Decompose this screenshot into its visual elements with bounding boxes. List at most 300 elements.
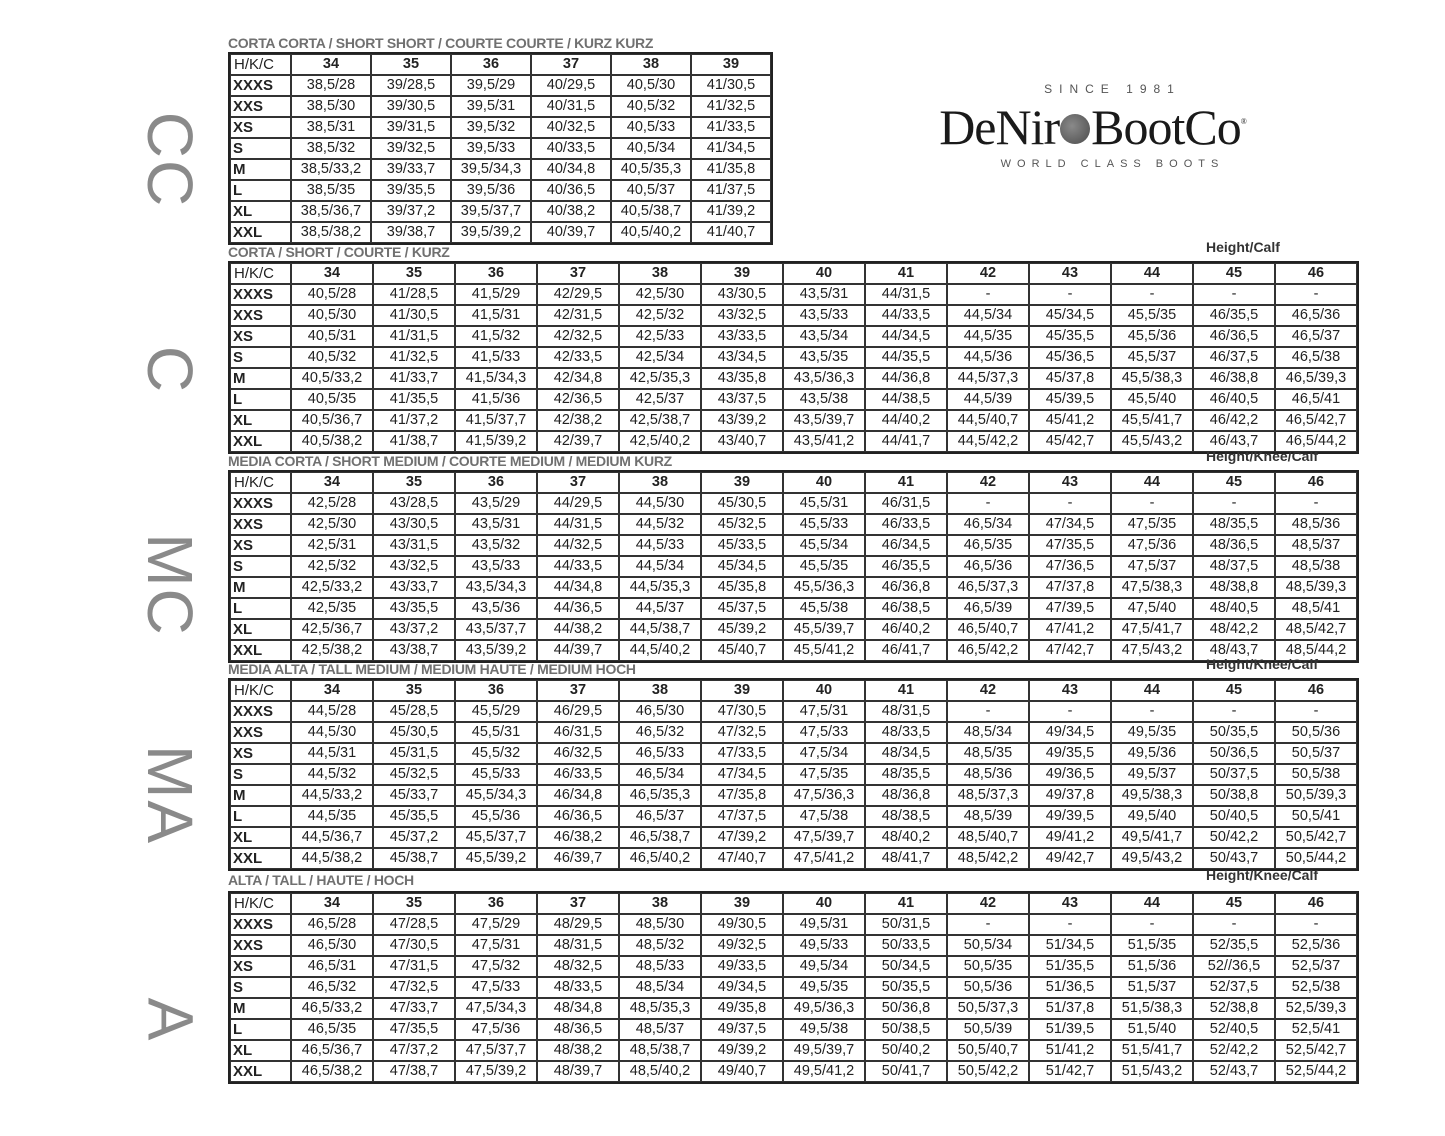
table-row bbox=[230, 514, 1357, 535]
table-cell: - bbox=[947, 701, 1029, 722]
table-cell: 44,5/37,3 bbox=[947, 368, 1029, 389]
table-cell: 43/40,7 bbox=[701, 431, 783, 452]
table-cell: 49,5/36 bbox=[1111, 743, 1193, 764]
table-cell: 41/34,5 bbox=[691, 138, 771, 159]
table-cell: 42,5/34 bbox=[619, 347, 701, 368]
table-cell: 45/38,7 bbox=[373, 848, 455, 869]
table-cell: 39,5/39,2 bbox=[451, 222, 531, 243]
table-cell: 47,5/32 bbox=[455, 956, 537, 977]
table-row bbox=[230, 785, 1357, 806]
side-label-text: CC bbox=[134, 111, 206, 209]
table-cell: 46,5/44,2 bbox=[1275, 431, 1357, 452]
table-cell: 47,5/35 bbox=[783, 764, 865, 785]
row-label: L bbox=[230, 180, 291, 201]
table-cell: 49/36,5 bbox=[1029, 764, 1111, 785]
table-cell: 45/39,5 bbox=[1029, 389, 1111, 410]
table-cell: 51,5/38,3 bbox=[1111, 998, 1193, 1019]
table-cell: 42/32,5 bbox=[537, 326, 619, 347]
column-header-size: 38 bbox=[611, 54, 691, 75]
table-cell: 44/31,5 bbox=[865, 284, 947, 305]
table-cell: 46,5/39,3 bbox=[1275, 368, 1357, 389]
table-cell: 48/33,5 bbox=[537, 977, 619, 998]
table-cell: 46,5/38 bbox=[1275, 347, 1357, 368]
table-cell: 48/42,2 bbox=[1193, 619, 1275, 640]
row-label: M bbox=[230, 159, 291, 180]
table-row bbox=[230, 347, 1357, 368]
table-cell: 52/43,7 bbox=[1193, 1061, 1275, 1082]
table-cell: 45/35,5 bbox=[1029, 326, 1111, 347]
table-cell: 49,5/31 bbox=[783, 914, 865, 935]
table-cell: 42/33,5 bbox=[537, 347, 619, 368]
table-cell: 47,5/38 bbox=[783, 806, 865, 827]
table-cell: 46/33,5 bbox=[537, 764, 619, 785]
table-cell: 44,5/30 bbox=[291, 722, 373, 743]
table-cell: 44,5/40,7 bbox=[947, 410, 1029, 431]
table-cell: 45/34,5 bbox=[1029, 305, 1111, 326]
table-cell: 47/35,5 bbox=[1029, 535, 1111, 556]
table-cell: 46,5/37,3 bbox=[947, 577, 1029, 598]
table-cell: 43,5/34 bbox=[783, 326, 865, 347]
table-cell: 47/34,5 bbox=[1029, 514, 1111, 535]
table-cell: 43,5/35 bbox=[783, 347, 865, 368]
column-header-size: 34 bbox=[291, 54, 371, 75]
row-label: XS bbox=[230, 743, 291, 764]
table-cell: 45,5/38 bbox=[783, 598, 865, 619]
table-cell: - bbox=[1029, 701, 1111, 722]
table-cell: 45/34,5 bbox=[701, 556, 783, 577]
table-cell: 47,5/29 bbox=[455, 914, 537, 935]
header-row bbox=[230, 893, 1357, 914]
table-cell: - bbox=[947, 493, 1029, 514]
column-header-size: 39 bbox=[701, 472, 783, 493]
table-cell: 45,5/38,3 bbox=[1111, 368, 1193, 389]
table-cell: 48/37,5 bbox=[1193, 556, 1275, 577]
table-cell: 50,5/38 bbox=[1275, 764, 1357, 785]
table-cell: 45,5/37 bbox=[1111, 347, 1193, 368]
table-cell: 51/42,7 bbox=[1029, 1061, 1111, 1082]
row-label: XXXS bbox=[230, 914, 291, 935]
table-cell: 38,5/36,7 bbox=[291, 201, 371, 222]
row-label: XXXS bbox=[230, 284, 291, 305]
table-cell: 42,5/33,2 bbox=[291, 577, 373, 598]
table-cell: 52,5/41 bbox=[1275, 1019, 1357, 1040]
table-cell: 48,5/39 bbox=[947, 806, 1029, 827]
table-cell: 43/34,5 bbox=[701, 347, 783, 368]
table-cell: 47/34,5 bbox=[701, 764, 783, 785]
table-cell: - bbox=[1275, 914, 1357, 935]
table-cell: 44,5/34 bbox=[947, 305, 1029, 326]
table-row bbox=[230, 535, 1357, 556]
table-cell: 40,5/35,3 bbox=[611, 159, 691, 180]
table-cell: 44,5/42,2 bbox=[947, 431, 1029, 452]
table-row bbox=[230, 619, 1357, 640]
table-cell: 43/39,2 bbox=[701, 410, 783, 431]
table-row bbox=[230, 410, 1357, 431]
row-label: L bbox=[230, 598, 291, 619]
table-row bbox=[230, 1061, 1357, 1082]
table-cell: 47/30,5 bbox=[373, 935, 455, 956]
column-header-size: 40 bbox=[783, 893, 865, 914]
column-header-size: 36 bbox=[455, 680, 537, 701]
table-cell: 43,5/33 bbox=[455, 556, 537, 577]
table-cell: 44/41,7 bbox=[865, 431, 947, 452]
column-header-size: 40 bbox=[783, 472, 865, 493]
table-cell: 46,5/31 bbox=[291, 956, 373, 977]
table-cell: 43/37,2 bbox=[373, 619, 455, 640]
table-cell: 49/37,5 bbox=[701, 1019, 783, 1040]
table-cell: 44/38,2 bbox=[537, 619, 619, 640]
table-row bbox=[230, 598, 1357, 619]
table-cell: 47/40,7 bbox=[701, 848, 783, 869]
table-cell: 42/29,5 bbox=[537, 284, 619, 305]
table-cell: 46/42,2 bbox=[1193, 410, 1275, 431]
table-cell: 48,5/42,2 bbox=[947, 848, 1029, 869]
column-header-size: 37 bbox=[531, 54, 611, 75]
row-label: M bbox=[230, 577, 291, 598]
table-cell: 41/33,7 bbox=[373, 368, 455, 389]
column-header-size: 39 bbox=[701, 263, 783, 284]
table-cell: 51,5/36 bbox=[1111, 956, 1193, 977]
table-cell: 46,5/40,2 bbox=[619, 848, 701, 869]
table-cell: 42,5/38,7 bbox=[619, 410, 701, 431]
table-row bbox=[230, 1019, 1357, 1040]
table-row bbox=[230, 743, 1357, 764]
table-cell: 45/31,5 bbox=[373, 743, 455, 764]
table-cell: 46/36,8 bbox=[865, 577, 947, 598]
table-cell: 46,5/37 bbox=[619, 806, 701, 827]
table-cell: 40,5/28 bbox=[291, 284, 373, 305]
table-cell: 42,5/33 bbox=[619, 326, 701, 347]
table-cell: 40,5/34 bbox=[611, 138, 691, 159]
table-cell: 44/32,5 bbox=[537, 535, 619, 556]
table-cell: - bbox=[1275, 493, 1357, 514]
table-cell: 48,5/30 bbox=[619, 914, 701, 935]
table-cell: 43/32,5 bbox=[701, 305, 783, 326]
table-cell: 46/43,7 bbox=[1193, 431, 1275, 452]
row-label: M bbox=[230, 998, 291, 1019]
table-cell: 46,5/36,7 bbox=[291, 1040, 373, 1061]
table-cell: 47,5/40 bbox=[1111, 598, 1193, 619]
table-cell: - bbox=[947, 914, 1029, 935]
table-cell: 45,5/29 bbox=[455, 701, 537, 722]
table-cell: 40,5/40,2 bbox=[611, 222, 691, 243]
table-cell: 43/28,5 bbox=[373, 493, 455, 514]
table-row bbox=[230, 201, 771, 222]
size-table bbox=[228, 261, 1359, 454]
table-cell: 45,5/43,2 bbox=[1111, 431, 1193, 452]
table-row bbox=[230, 827, 1357, 848]
table-cell: 46/34,8 bbox=[537, 785, 619, 806]
table-cell: 46,5/42,2 bbox=[947, 640, 1029, 661]
row-label: XXS bbox=[230, 722, 291, 743]
table-row bbox=[230, 956, 1357, 977]
side-label-cc bbox=[130, 95, 210, 225]
table-cell: 50,5/42,7 bbox=[1275, 827, 1357, 848]
table-cell: 50,5/37,3 bbox=[947, 998, 1029, 1019]
table-cell: 43/30,5 bbox=[373, 514, 455, 535]
table-cell: 52/42,2 bbox=[1193, 1040, 1275, 1061]
table-row bbox=[230, 368, 1357, 389]
column-header-size: 43 bbox=[1029, 680, 1111, 701]
table-cell: 49,5/34 bbox=[783, 956, 865, 977]
table-cell: 47,5/31 bbox=[783, 701, 865, 722]
header-row bbox=[230, 680, 1357, 701]
table-row bbox=[230, 284, 1357, 305]
header-row bbox=[230, 472, 1357, 493]
column-header-size: 38 bbox=[619, 680, 701, 701]
table-cell: 47/39,2 bbox=[701, 827, 783, 848]
table-cell: 47,5/36 bbox=[455, 1019, 537, 1040]
column-header-size: 46 bbox=[1275, 472, 1357, 493]
table-cell: 39/31,5 bbox=[371, 117, 451, 138]
table-cell: 49/32,5 bbox=[701, 935, 783, 956]
table-cell: 49,5/38 bbox=[783, 1019, 865, 1040]
table-cell: 45,5/40 bbox=[1111, 389, 1193, 410]
table-cell: 40/31,5 bbox=[531, 96, 611, 117]
table-cell: 46/38,5 bbox=[865, 598, 947, 619]
registered-mark: ® bbox=[1240, 117, 1246, 126]
row-label: XXS bbox=[230, 935, 291, 956]
table-cell: 39/28,5 bbox=[371, 75, 451, 96]
table-cell: 47/37,5 bbox=[701, 806, 783, 827]
table-cell: 47/37,2 bbox=[373, 1040, 455, 1061]
table-cell: 51/36,5 bbox=[1029, 977, 1111, 998]
table-cell: 48/31,5 bbox=[537, 935, 619, 956]
table-cell: 52/35,5 bbox=[1193, 935, 1275, 956]
table-cell: 44/33,5 bbox=[865, 305, 947, 326]
table-cell: 46,5/41 bbox=[1275, 389, 1357, 410]
table-cell: 50/40,2 bbox=[865, 1040, 947, 1061]
table-cell: 51,5/40 bbox=[1111, 1019, 1193, 1040]
table-cell: 46/31,5 bbox=[865, 493, 947, 514]
table-cell: 48,5/39,3 bbox=[1275, 577, 1357, 598]
table-cell: 50/43,7 bbox=[1193, 848, 1275, 869]
table-cell: 43,5/36 bbox=[455, 598, 537, 619]
table-cell: 50/36,5 bbox=[1193, 743, 1275, 764]
table-cell: 44,5/30 bbox=[619, 493, 701, 514]
table-cell: 45,5/39,2 bbox=[455, 848, 537, 869]
table-cell: 43,5/36,3 bbox=[783, 368, 865, 389]
corner-header: H/K/C bbox=[230, 263, 291, 284]
column-header-size: 38 bbox=[619, 263, 701, 284]
table-cell: 43,5/37,7 bbox=[455, 619, 537, 640]
measure-note: Height/Calf bbox=[1206, 239, 1280, 255]
table-cell: 48/38,5 bbox=[865, 806, 947, 827]
table-cell: 51,5/35 bbox=[1111, 935, 1193, 956]
table-row bbox=[230, 977, 1357, 998]
logo-since: SINCE 1981 bbox=[1044, 82, 1181, 96]
table-cell: 50/35,5 bbox=[1193, 722, 1275, 743]
table-cell: 45/35,8 bbox=[701, 577, 783, 598]
table-cell: - bbox=[1193, 493, 1275, 514]
table-cell: 45/30,5 bbox=[373, 722, 455, 743]
size-table bbox=[228, 52, 773, 245]
table-cell: 50/38,8 bbox=[1193, 785, 1275, 806]
table-cell: 51/37,8 bbox=[1029, 998, 1111, 1019]
table-cell: 44,5/38,2 bbox=[291, 848, 373, 869]
table-cell: 40/39,7 bbox=[531, 222, 611, 243]
row-label: L bbox=[230, 389, 291, 410]
table-cell: 49,5/35 bbox=[783, 977, 865, 998]
column-header-size: 43 bbox=[1029, 472, 1111, 493]
table-row bbox=[230, 764, 1357, 785]
table-cell: 48,5/37 bbox=[1275, 535, 1357, 556]
table-cell: 41/37,2 bbox=[373, 410, 455, 431]
table-cell: 50,5/35 bbox=[947, 956, 1029, 977]
table-cell: 49,5/43,2 bbox=[1111, 848, 1193, 869]
row-label: XL bbox=[230, 201, 291, 222]
row-label: XXL bbox=[230, 431, 291, 452]
row-label: XS bbox=[230, 956, 291, 977]
row-label: XL bbox=[230, 1040, 291, 1061]
row-label: XS bbox=[230, 326, 291, 347]
table-cell: 45/33,7 bbox=[373, 785, 455, 806]
table-cell: 41/31,5 bbox=[373, 326, 455, 347]
table-cell: 39,5/29 bbox=[451, 75, 531, 96]
table-cell: 40/32,5 bbox=[531, 117, 611, 138]
table-cell: 41/33,5 bbox=[691, 117, 771, 138]
table-cell: 38,5/32 bbox=[291, 138, 371, 159]
table-cell: 48/40,2 bbox=[865, 827, 947, 848]
column-header-size: 44 bbox=[1111, 263, 1193, 284]
table-cell: 45,5/34 bbox=[783, 535, 865, 556]
table-cell: 41/32,5 bbox=[373, 347, 455, 368]
table-cell: 41,5/39,2 bbox=[455, 431, 537, 452]
column-header-size: 46 bbox=[1275, 680, 1357, 701]
table-cell: 46,5/36 bbox=[947, 556, 1029, 577]
header-row bbox=[230, 263, 1357, 284]
table-cell: 48/35,5 bbox=[865, 764, 947, 785]
table-cell: 50/41,7 bbox=[865, 1061, 947, 1082]
side-label-text: A bbox=[134, 997, 206, 1043]
table-title: CORTA CORTA / SHORT SHORT / COURTE COURTE / KURZ KURZ bbox=[228, 35, 654, 51]
table-cell: 48/32,5 bbox=[537, 956, 619, 977]
table-cell: 44,5/40,2 bbox=[619, 640, 701, 661]
table-cell: 49,5/41,7 bbox=[1111, 827, 1193, 848]
table-cell: 48/33,5 bbox=[865, 722, 947, 743]
column-header-size: 41 bbox=[865, 472, 947, 493]
table-cell: 49,5/33 bbox=[783, 935, 865, 956]
table-cell: 43,5/39,2 bbox=[455, 640, 537, 661]
table-cell: 47,5/36 bbox=[1111, 535, 1193, 556]
row-label: L bbox=[230, 806, 291, 827]
table-row bbox=[230, 389, 1357, 410]
table-cell: 42,5/28 bbox=[291, 493, 373, 514]
table-cell: 48,5/37 bbox=[619, 1019, 701, 1040]
table-cell: 45,5/31 bbox=[455, 722, 537, 743]
table-cell: 45/41,2 bbox=[1029, 410, 1111, 431]
table-cell: 45,5/41,7 bbox=[1111, 410, 1193, 431]
table-cell: 47,5/37 bbox=[1111, 556, 1193, 577]
row-label: S bbox=[230, 764, 291, 785]
table-cell: 52,5/39,3 bbox=[1275, 998, 1357, 1019]
table-cell: 50,5/37 bbox=[1275, 743, 1357, 764]
table-cell: 43,5/31 bbox=[783, 284, 865, 305]
table-cell: 46,5/35,3 bbox=[619, 785, 701, 806]
table-cell: 48,5/36 bbox=[947, 764, 1029, 785]
table-cell: 46,5/35 bbox=[291, 1019, 373, 1040]
table-cell: 48,5/40,2 bbox=[619, 1061, 701, 1082]
table-cell: 50,5/42,2 bbox=[947, 1061, 1029, 1082]
table-cell: 40,5/30 bbox=[291, 305, 373, 326]
column-header-size: 43 bbox=[1029, 263, 1111, 284]
row-label: XS bbox=[230, 535, 291, 556]
table-cell: 44,5/28 bbox=[291, 701, 373, 722]
column-header-size: 45 bbox=[1193, 263, 1275, 284]
table-cell: 46,5/39 bbox=[947, 598, 1029, 619]
table-cell: 45,5/37,7 bbox=[455, 827, 537, 848]
table-cell: 45/40,7 bbox=[701, 640, 783, 661]
table-cell: 45,5/35 bbox=[1111, 305, 1193, 326]
table-cell: 51,5/37 bbox=[1111, 977, 1193, 998]
table-cell: 45,5/41,2 bbox=[783, 640, 865, 661]
table-cell: 47,5/41,2 bbox=[783, 848, 865, 869]
column-header-size: 36 bbox=[455, 263, 537, 284]
table-cell: 46,5/38,2 bbox=[291, 1061, 373, 1082]
table-cell: 48,5/38 bbox=[1275, 556, 1357, 577]
table-cell: 47,5/31 bbox=[455, 935, 537, 956]
table-cell: 44/36,8 bbox=[865, 368, 947, 389]
table-cell: 46/40,2 bbox=[865, 619, 947, 640]
table-cell: 50/33,5 bbox=[865, 935, 947, 956]
table-cell: 49,5/40 bbox=[1111, 806, 1193, 827]
table-cell: 39,5/34,3 bbox=[451, 159, 531, 180]
table-cell: 43/32,5 bbox=[373, 556, 455, 577]
table-cell: 48/29,5 bbox=[537, 914, 619, 935]
table-cell: 49/39,5 bbox=[1029, 806, 1111, 827]
table-row bbox=[230, 914, 1357, 935]
table-cell: 39,5/37,7 bbox=[451, 201, 531, 222]
table-cell: 47/39,5 bbox=[1029, 598, 1111, 619]
table-row bbox=[230, 222, 771, 243]
logo-tagline: WORLD CLASS BOOTS bbox=[1000, 158, 1225, 170]
table-cell: 44,5/37 bbox=[619, 598, 701, 619]
table-cell: 43/38,7 bbox=[373, 640, 455, 661]
column-header-size: 35 bbox=[373, 263, 455, 284]
table-cell: 40/33,5 bbox=[531, 138, 611, 159]
table-cell: 42/34,8 bbox=[537, 368, 619, 389]
table-title: MEDIA ALTA / TALL MEDIUM / MEDIUM HAUTE / MEDIUM HOCH bbox=[228, 661, 636, 677]
table-cell: 48,5/32 bbox=[619, 935, 701, 956]
column-header-size: 42 bbox=[947, 263, 1029, 284]
table-cell: 45/28,5 bbox=[373, 701, 455, 722]
table-cell: 47/35,5 bbox=[373, 1019, 455, 1040]
table-cell: 42,5/30 bbox=[291, 514, 373, 535]
table-row bbox=[230, 96, 771, 117]
row-label: M bbox=[230, 368, 291, 389]
table-cell: 47,5/39,7 bbox=[783, 827, 865, 848]
column-header-size: 34 bbox=[291, 263, 373, 284]
table-cell: 40,5/37 bbox=[611, 180, 691, 201]
table-cell: 41/40,7 bbox=[691, 222, 771, 243]
table-cell: 49/35,5 bbox=[1029, 743, 1111, 764]
table-title: ALTA / TALL / HAUTE / HOCH bbox=[228, 872, 414, 888]
row-label: S bbox=[230, 138, 291, 159]
table-cell: 41,5/34,3 bbox=[455, 368, 537, 389]
table-cell: 48,5/42,7 bbox=[1275, 619, 1357, 640]
table-cell: 39/30,5 bbox=[371, 96, 451, 117]
size-table-ma bbox=[228, 656, 1359, 871]
corner-header: H/K/C bbox=[230, 680, 291, 701]
column-header-size: 34 bbox=[291, 680, 373, 701]
row-label: XXL bbox=[230, 848, 291, 869]
table-cell: 44,5/35,3 bbox=[619, 577, 701, 598]
table-cell: 50,5/41 bbox=[1275, 806, 1357, 827]
table-cell: 49,5/37 bbox=[1111, 764, 1193, 785]
table-cell: 42,5/38,2 bbox=[291, 640, 373, 661]
column-header-size: 43 bbox=[1029, 893, 1111, 914]
table-cell: 48/41,7 bbox=[865, 848, 947, 869]
